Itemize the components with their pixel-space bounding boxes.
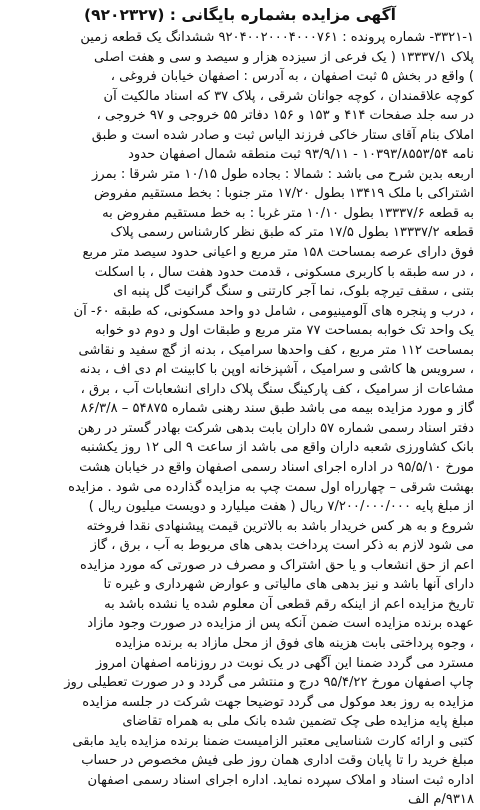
- notice-line: در سه جلد صفحات ۴۱۴ و ۱۵۳ و ۱۵۶ دفاتر ۵۵ خروجی و ۹۷ خروجی ،: [96, 108, 474, 124]
- notice-line: دفتر اسناد رسمی شماره ۵۷ داران بابت بدهی شرکت بهادر گستر در رهن: [77, 420, 474, 436]
- notice-line: یک واحد تک خوابه بمساحت ۷۷ متر مربع و طبقات اول و دوم دو خوابه: [94, 323, 474, 339]
- notice-line: ، درب و پنجره های آلومینیومی ، شامل دو واحد مسکونی، که طبقه ۶۰- آن: [73, 303, 474, 319]
- notice-line: به قطعه ۱۳۳۳۷/۶ بطول ۱۰/۱۰ متر غربا : به خط مستقیم مفروض به: [102, 205, 474, 221]
- notice-line: اربعه بدین شرح می باشد : شمالا : بجاده طول ۱۰/۱۵ متر شرقا : بمرز: [91, 166, 474, 182]
- notice-line: ۳۳۲۱-۱- شماره پرونده : ۹۲۰۴۰۰۲۰۰۰۴۰۰۰۷۶۱ ششدانگ یک قطعه زمین: [80, 30, 474, 45]
- notice-line: مشاعات از سرامیک ، کف پارکینگ سنگ پلاک دارای انشعابات آب ، برق ،: [80, 381, 474, 397]
- notice-line: اعم از حق انشعاب و یا حق اشتراک و مصرف در صورتی که مورد مزایده: [80, 557, 474, 573]
- notice-line: مبلغ خرید را تا پایان وقت اداری همان روز طی فیش مخصوص در حساب: [81, 753, 474, 769]
- notice-line: اداره ثبت اسناد و املاک سپرده نماید. اداره اجرای اسناد رسمی اصفهان: [87, 772, 474, 788]
- notice-line: ۹۳۱۸/م الف: [407, 792, 474, 808]
- notice-line: شروع و به هر کس خریدار باشد به بالاترین قیمت پیشنهادی نقدا فروخته: [86, 518, 474, 534]
- notice-line: ، سرویس ها کاشی و سرامیک ، آشپزخانه اوپن با کابینت ام دی اف ، بدنه: [79, 362, 474, 378]
- notice-line: گاز و مورد مزایده بیمه می باشد طبق سند رهنی شماره ۵۴۸۷۵ – ۸۶/۳/۸: [80, 401, 474, 417]
- notice-line: ، در سه طبقه با کاربری مسکونی ، قدمت حدود هفت سال ، با اسکلت: [94, 264, 474, 280]
- notice-line: نامه ۱۰۳۹۳/۸۵۵۳/۵۴ - ۹۳/۹/۱۱ ثبت منطقه شمال اصفهان حدود: [128, 147, 474, 163]
- notice-line: بهشت شرقی – چهارراه اول سمت چپ به مزایده گذارده می شود . مزایده: [68, 479, 474, 495]
- notice-line: مزایده به روز بعد موکول می گردد توضیحا جهت شرکت در جلسه مزایده: [82, 694, 474, 710]
- notice-line: ) واقع در بخش ۵ ثبت اصفهان ، به آدرس : اصفهان خیابان فروغی ،: [110, 69, 474, 85]
- notice-line: فوق دارای عرصه بمساحت ۱۵۸ متر مربع و اعیانی حدود سیصد متر مربع: [82, 245, 474, 261]
- notice-line: کتبی و ارائه کارت شناسایی معتبر الزامیست ضمنا برنده مزایده باید مابقی: [72, 733, 474, 749]
- notice-line: مبلغ پایه مزایده طی چک تضمین شده بانک ملی به همراه تقاضای: [122, 714, 474, 730]
- notice-line: کوچه علاقمندان ، کوچه جوانان شرقی ، پلاک ۳۷ که اسناد مالکیت آن: [103, 88, 474, 104]
- notice-title: آگهی مزایده بشماره بایگانی : (۹۲۰۲۳۲۷): [84, 6, 396, 24]
- notice-line: دارای آنها باشد و نیز بدهی های مالیاتی و عوارض شهرداری و غیره تا: [103, 577, 474, 593]
- notice-line: از مبلغ پایه ۷/۲۰۰/۰۰۰/۰۰۰ ریال ( هفت میلیارد و دویست میلیون ریال ): [88, 499, 474, 515]
- notice-line: اشتراکی با ملک ۱۳۴۱۹ بطول ۱۷/۲۰ متر جنوبا : بخط مستقیم مفروض: [94, 186, 474, 202]
- notice-line: چاپ اصفهان مورخ ۹۵/۴/۲۲ درج و منتشر می گردد و در صورت تعطیلی روز: [64, 675, 474, 691]
- notice-line: تاریخ مزایده اعم از اینکه رقم قطعی آن معلوم شده یا نشده باشد به: [104, 596, 474, 612]
- notice-line: مسترد می گردد ضمنا این آگهی در یک نوبت در روزنامه اصفهان امروز: [95, 655, 474, 671]
- notice-line: بانک کشاورزی شعبه داران واقع می باشد از ساعت ۹ الی ۱۲ روز یکشنبه: [80, 440, 474, 456]
- notice-line: پلاک ۱۳۳۳۷/۱ ( یک فرعی از سیزده هزار و سیصد و سی و هفت اصلی: [93, 49, 474, 65]
- notice-line: املاک بنام آقای ستار خاکی فرزند الیاس ثبت و صادر شده است و طبق: [91, 127, 474, 143]
- notice-line: ، وجوه پرداختی بابت هزینه های فوق از محل مازاد به برنده مزایده: [114, 635, 474, 651]
- notice-line: عهده برنده مزایده است ضمن آنکه پس از مزایده در صورت وجود مازاد: [87, 616, 474, 632]
- notice-line: قطعه ۱۳۳۳۷/۲ بطول ۱۷/۵ متر که طبق نظر کارشناس رسمی پلاک: [110, 225, 474, 241]
- notice-line: می شود لازم به ذکر است پرداخت بدهی های مربوط به آب ، برق ، گاز: [90, 538, 474, 554]
- notice-line: بتنی ، سقف تیرچه بلوک، نما آجر کارتنی و سنگ گرانیت گل پنبه ای: [113, 284, 474, 300]
- notice-body: [6, 28, 474, 810]
- notice-line: مورخ ۹۵/۵/۱۰ در اداره اجرای اسناد رسمی اصفهان واقع در خیابان هشت: [79, 460, 474, 476]
- notice-line: بمساحت ۱۱۲ متر مربع ، کف واحدها سرامیک ، بدنه از گچ سفید و نقاشی: [78, 342, 474, 358]
